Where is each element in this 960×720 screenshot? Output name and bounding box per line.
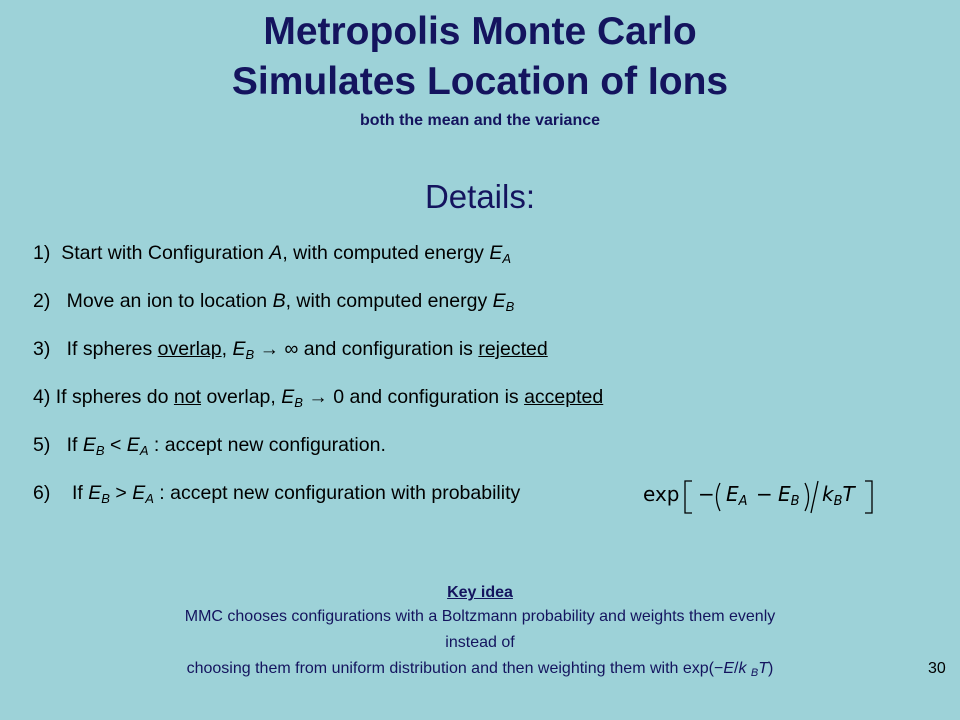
formula-k-subscript: B	[833, 494, 843, 509]
key-idea-line-1: MMC chooses configurations with a Boltzmann probability and weights them evenly	[184, 608, 776, 625]
energy-symbol: E	[126, 434, 140, 456]
details-heading: Details:	[424, 178, 536, 215]
energy-subscript: A	[139, 443, 149, 458]
energy-subscript: A	[502, 251, 512, 266]
energy-symbol: E	[281, 386, 295, 408]
step-text: Move an ion to location	[66, 290, 273, 312]
step-text: , with computed energy	[282, 242, 490, 264]
location-b: B	[272, 290, 286, 312]
comparison-operator: <	[104, 434, 127, 456]
step-2	[33, 290, 514, 314]
step-number: 1)	[33, 242, 51, 264]
formula-t: T	[842, 482, 855, 506]
energy-subscript: B	[101, 491, 110, 506]
formula-eb: E	[778, 482, 791, 506]
key-idea-line-2: instead of	[445, 634, 515, 651]
energy-subscript: B	[505, 299, 515, 314]
energy-symbol: E	[132, 482, 146, 504]
step-text: → 0 and configuration is	[302, 386, 525, 408]
energy-symbol: E	[82, 434, 96, 456]
energy-symbol: E	[723, 660, 735, 677]
energy-symbol: E	[88, 482, 102, 504]
step-text: : accept new configuration.	[148, 434, 386, 456]
energy-subscript: B	[95, 443, 105, 458]
step-text: Start with Configuration	[61, 242, 270, 264]
step-text: If	[66, 434, 83, 456]
energy-symbol: E	[492, 290, 506, 312]
title-line-1: Metropolis Monte Carlo	[263, 10, 697, 53]
formula-k: k	[822, 482, 834, 506]
formula-exp: exp	[643, 482, 680, 506]
energy-symbol: E	[489, 242, 503, 264]
step-text: : accept new configuration with probability	[153, 482, 521, 504]
energy-subscript: B	[294, 395, 303, 410]
key-idea-text: choosing them from uniform distribution and then weighting them with exp(−	[186, 660, 724, 677]
formula-eb-subscript: B	[790, 494, 800, 509]
not-term: not	[173, 386, 202, 408]
formula-minus-op: −	[756, 482, 773, 506]
energy-subscript: B	[245, 347, 255, 362]
subtitle: both the mean and the variance	[359, 112, 601, 129]
step-number: 3)	[33, 338, 51, 360]
step-1	[33, 242, 511, 266]
energy-symbol: E	[232, 338, 246, 360]
config-a: A	[269, 242, 283, 264]
key-idea-line-3	[0, 660, 960, 679]
boltzmann-k: k	[738, 660, 747, 677]
key-idea-text: /	[734, 660, 739, 677]
formula-minus: −	[698, 482, 715, 506]
step-text: → ∞ and configuration is	[254, 338, 479, 360]
step-number: 2)	[33, 290, 51, 312]
accepted-term: accepted	[524, 386, 604, 408]
key-idea-heading: Key idea	[447, 584, 513, 601]
step-5	[33, 434, 386, 458]
step-text: overlap,	[201, 386, 282, 408]
formula-ea-subscript: A	[738, 494, 748, 509]
step-3	[33, 338, 548, 362]
step-text: If	[72, 482, 89, 504]
step-4	[33, 386, 603, 410]
step-text: If spheres	[66, 338, 158, 360]
step-number: 5)	[33, 434, 51, 456]
comparison-operator: >	[109, 482, 133, 504]
step-number: 4)	[33, 386, 51, 408]
page-number: 30	[928, 660, 946, 677]
temperature-symbol: T	[758, 660, 769, 677]
step-number: 6)	[33, 482, 51, 504]
formula-ea: E	[726, 482, 739, 506]
key-idea-text: )	[768, 660, 774, 677]
step-6	[33, 482, 520, 506]
rejected-term: rejected	[478, 338, 548, 360]
title-line-2: Simulates Location of Ions	[231, 60, 729, 103]
overlap-term: overlap	[157, 338, 222, 360]
step-text: If spheres do	[55, 386, 174, 408]
step-text: ,	[221, 338, 233, 360]
step-text: , with computed energy	[285, 290, 493, 312]
boltzmann-subscript: B	[750, 667, 759, 679]
energy-subscript: A	[145, 491, 154, 506]
